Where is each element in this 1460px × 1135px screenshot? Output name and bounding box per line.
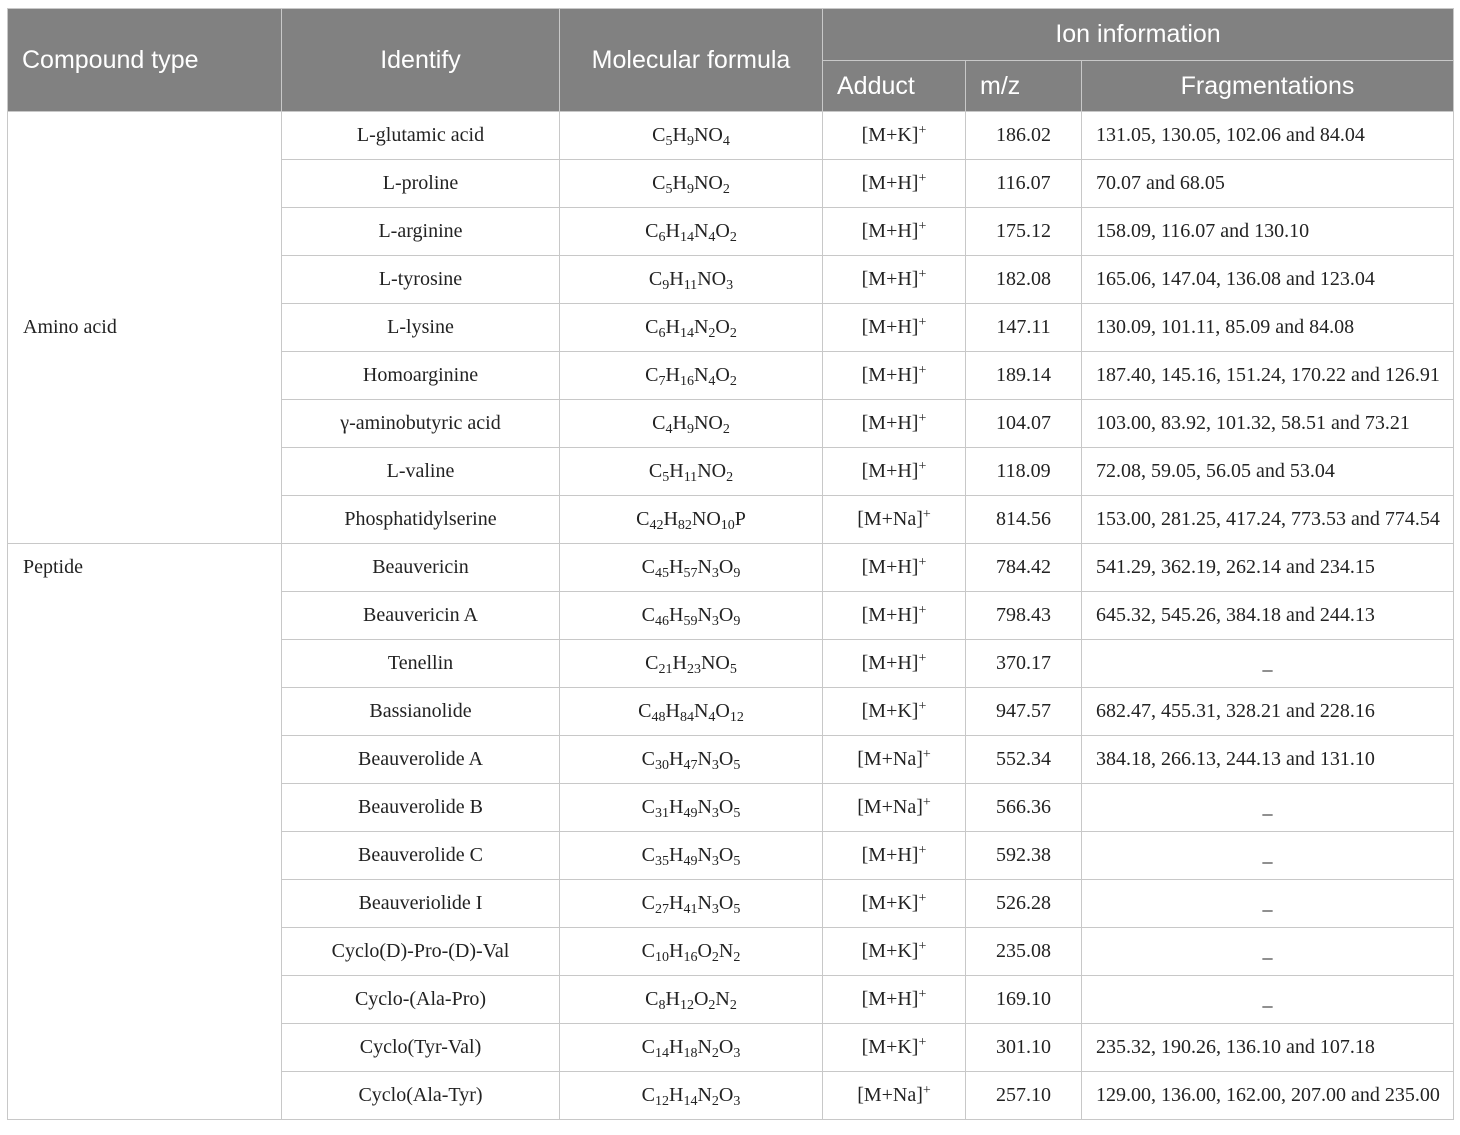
adduct-cell: [M+H]+ — [823, 592, 966, 640]
identify-cell: Cyclo(D)-Pro-(D)-Val — [282, 928, 560, 976]
fragmentations-cell: _ — [1082, 928, 1454, 976]
formula-cell: $C_{46}H_{59}N_3O_9$ — [560, 592, 823, 640]
identify-cell: L-glutamic acid — [282, 112, 560, 160]
adduct-cell: [M+K]+ — [823, 688, 966, 736]
fragmentations-cell: _ — [1082, 784, 1454, 832]
fragmentations-cell: 645.32, 545.26, 384.18 and 244.13 — [1082, 592, 1454, 640]
table-body — [8, 112, 1454, 1120]
fragmentations-cell: _ — [1082, 640, 1454, 688]
formula-cell: $C_6H_{14}N_4O_2$ — [560, 208, 823, 256]
formula-cell: $C_{35}H_{49}N_3O_5$ — [560, 832, 823, 880]
table-row — [8, 544, 1454, 592]
adduct-cell: [M+H]+ — [823, 160, 966, 208]
formula-cell: $C_9H_{11}NO_3$ — [560, 256, 823, 304]
mz-cell: 189.14 — [966, 352, 1082, 400]
formula-cell: $C_{10}H_{16}O_2N_2$ — [560, 928, 823, 976]
header-molecular-formula: Molecular formula — [560, 9, 823, 112]
mz-cell: 814.56 — [966, 496, 1082, 544]
adduct-cell: [M+K]+ — [823, 1024, 966, 1072]
fragmentations-cell: 682.47, 455.31, 328.21 and 228.16 — [1082, 688, 1454, 736]
fragmentations-cell: 165.06, 147.04, 136.08 and 123.04 — [1082, 256, 1454, 304]
compound-type-cell: Amino acid — [8, 112, 282, 544]
fragmentations-cell: 158.09, 116.07 and 130.10 — [1082, 208, 1454, 256]
mz-cell: 116.07 — [966, 160, 1082, 208]
adduct-cell: [M+H]+ — [823, 400, 966, 448]
identify-cell: Beauvericin A — [282, 592, 560, 640]
adduct-cell: [M+K]+ — [823, 112, 966, 160]
adduct-cell: [M+H]+ — [823, 976, 966, 1024]
fragmentations-cell: 541.29, 362.19, 262.14 and 234.15 — [1082, 544, 1454, 592]
identify-cell: Beauverolide A — [282, 736, 560, 784]
adduct-cell: [M+H]+ — [823, 640, 966, 688]
fragmentations-cell: 70.07 and 68.05 — [1082, 160, 1454, 208]
mz-cell: 301.10 — [966, 1024, 1082, 1072]
header-mz: m/z — [966, 61, 1082, 112]
identify-cell: Beauverolide C — [282, 832, 560, 880]
fragmentations-cell: 131.05, 130.05, 102.06 and 84.04 — [1082, 112, 1454, 160]
fragmentations-cell: 103.00, 83.92, 101.32, 58.51 and 73.21 — [1082, 400, 1454, 448]
formula-cell: $C_5H_9NO_2$ — [560, 160, 823, 208]
fragmentations-cell: 153.00, 281.25, 417.24, 773.53 and 774.54 — [1082, 496, 1454, 544]
mz-cell: 235.08 — [966, 928, 1082, 976]
mz-cell: 257.10 — [966, 1072, 1082, 1120]
identify-cell: γ-aminobutyric acid — [282, 400, 560, 448]
adduct-cell: [M+Na]+ — [823, 784, 966, 832]
mz-cell: 784.42 — [966, 544, 1082, 592]
header-compound-type: Compound type — [8, 9, 282, 112]
formula-cell: $C_{21}H_{23}NO_5$ — [560, 640, 823, 688]
identify-cell: Bassianolide — [282, 688, 560, 736]
adduct-cell: [M+H]+ — [823, 304, 966, 352]
fragmentations-cell: 235.32, 190.26, 136.10 and 107.18 — [1082, 1024, 1454, 1072]
fragmentations-cell: _ — [1082, 832, 1454, 880]
formula-cell: $C_{14}H_{18}N_2O_3$ — [560, 1024, 823, 1072]
fragmentations-cell: 384.18, 266.13, 244.13 and 131.10 — [1082, 736, 1454, 784]
identify-cell: L-arginine — [282, 208, 560, 256]
formula-cell: $C_6H_{14}N_2O_2$ — [560, 304, 823, 352]
adduct-cell: [M+K]+ — [823, 928, 966, 976]
identify-cell: Homoarginine — [282, 352, 560, 400]
header-identify: Identify — [282, 9, 560, 112]
mz-cell: 118.09 — [966, 448, 1082, 496]
formula-cell: $C_{31}H_{49}N_3O_5$ — [560, 784, 823, 832]
identify-cell: Beauvericin — [282, 544, 560, 592]
mz-cell: 182.08 — [966, 256, 1082, 304]
identify-cell: Phosphatidylserine — [282, 496, 560, 544]
adduct-cell: [M+K]+ — [823, 880, 966, 928]
adduct-cell: [M+Na]+ — [823, 496, 966, 544]
formula-cell: $C_5H_{11}NO_2$ — [560, 448, 823, 496]
mz-cell: 566.36 — [966, 784, 1082, 832]
identify-cell: Beauverolide B — [282, 784, 560, 832]
mz-cell: 169.10 — [966, 976, 1082, 1024]
mz-cell: 147.11 — [966, 304, 1082, 352]
formula-cell: $C_{48}H_{84}N_4O_{12}$ — [560, 688, 823, 736]
adduct-cell: [M+H]+ — [823, 448, 966, 496]
mz-cell: 592.38 — [966, 832, 1082, 880]
mz-cell: 526.28 — [966, 880, 1082, 928]
formula-cell: $C_{30}H_{47}N_3O_5$ — [560, 736, 823, 784]
formula-cell: $C_{12}H_{14}N_2O_3$ — [560, 1072, 823, 1120]
identify-cell: L-lysine — [282, 304, 560, 352]
mz-cell: 798.43 — [966, 592, 1082, 640]
fragmentations-cell: _ — [1082, 880, 1454, 928]
identify-cell: Cyclo(Tyr-Val) — [282, 1024, 560, 1072]
fragmentations-cell: 129.00, 136.00, 162.00, 207.00 and 235.00 — [1082, 1072, 1454, 1120]
adduct-cell: [M+H]+ — [823, 832, 966, 880]
formula-cell: $C_{27}H_{41}N_3O_5$ — [560, 880, 823, 928]
adduct-cell: [M+Na]+ — [823, 1072, 966, 1120]
formula-cell: $C_8H_{12}O_2N_2$ — [560, 976, 823, 1024]
identify-cell: Cyclo-(Ala-Pro) — [282, 976, 560, 1024]
fragmentations-cell: _ — [1082, 976, 1454, 1024]
identify-cell: L-proline — [282, 160, 560, 208]
header-adduct: Adduct — [823, 61, 966, 112]
mz-cell: 104.07 — [966, 400, 1082, 448]
formula-cell: $C_{45}H_{57}N_3O_9$ — [560, 544, 823, 592]
compound-table — [7, 8, 1454, 1120]
mz-cell: 552.34 — [966, 736, 1082, 784]
mz-cell: 175.12 — [966, 208, 1082, 256]
table-row — [8, 112, 1454, 160]
formula-cell: $C_{42}H_{82}NO_{10}P$ — [560, 496, 823, 544]
formula-cell: $C_7H_{16}N_4O_2$ — [560, 352, 823, 400]
header-ion-information: Ion information — [823, 9, 1454, 61]
fragmentations-cell: 187.40, 145.16, 151.24, 170.22 and 126.91 — [1082, 352, 1454, 400]
adduct-cell: [M+H]+ — [823, 208, 966, 256]
identify-cell: L-tyrosine — [282, 256, 560, 304]
mz-cell: 947.57 — [966, 688, 1082, 736]
identify-cell: L-valine — [282, 448, 560, 496]
mz-cell: 370.17 — [966, 640, 1082, 688]
formula-cell: $C_4H_9NO_2$ — [560, 400, 823, 448]
header-fragmentations: Fragmentations — [1082, 61, 1454, 112]
identify-cell: Tenellin — [282, 640, 560, 688]
adduct-cell: [M+H]+ — [823, 544, 966, 592]
formula-cell: $C_5H_9NO_4$ — [560, 112, 823, 160]
mz-cell: 186.02 — [966, 112, 1082, 160]
fragmentations-cell: 72.08, 59.05, 56.05 and 53.04 — [1082, 448, 1454, 496]
identify-cell: Beauveriolide I — [282, 880, 560, 928]
adduct-cell: [M+H]+ — [823, 352, 966, 400]
identify-cell: Cyclo(Ala-Tyr) — [282, 1072, 560, 1120]
compound-type-cell: Peptide — [8, 544, 282, 1120]
adduct-cell: [M+H]+ — [823, 256, 966, 304]
fragmentations-cell: 130.09, 101.11, 85.09 and 84.08 — [1082, 304, 1454, 352]
adduct-cell: [M+Na]+ — [823, 736, 966, 784]
